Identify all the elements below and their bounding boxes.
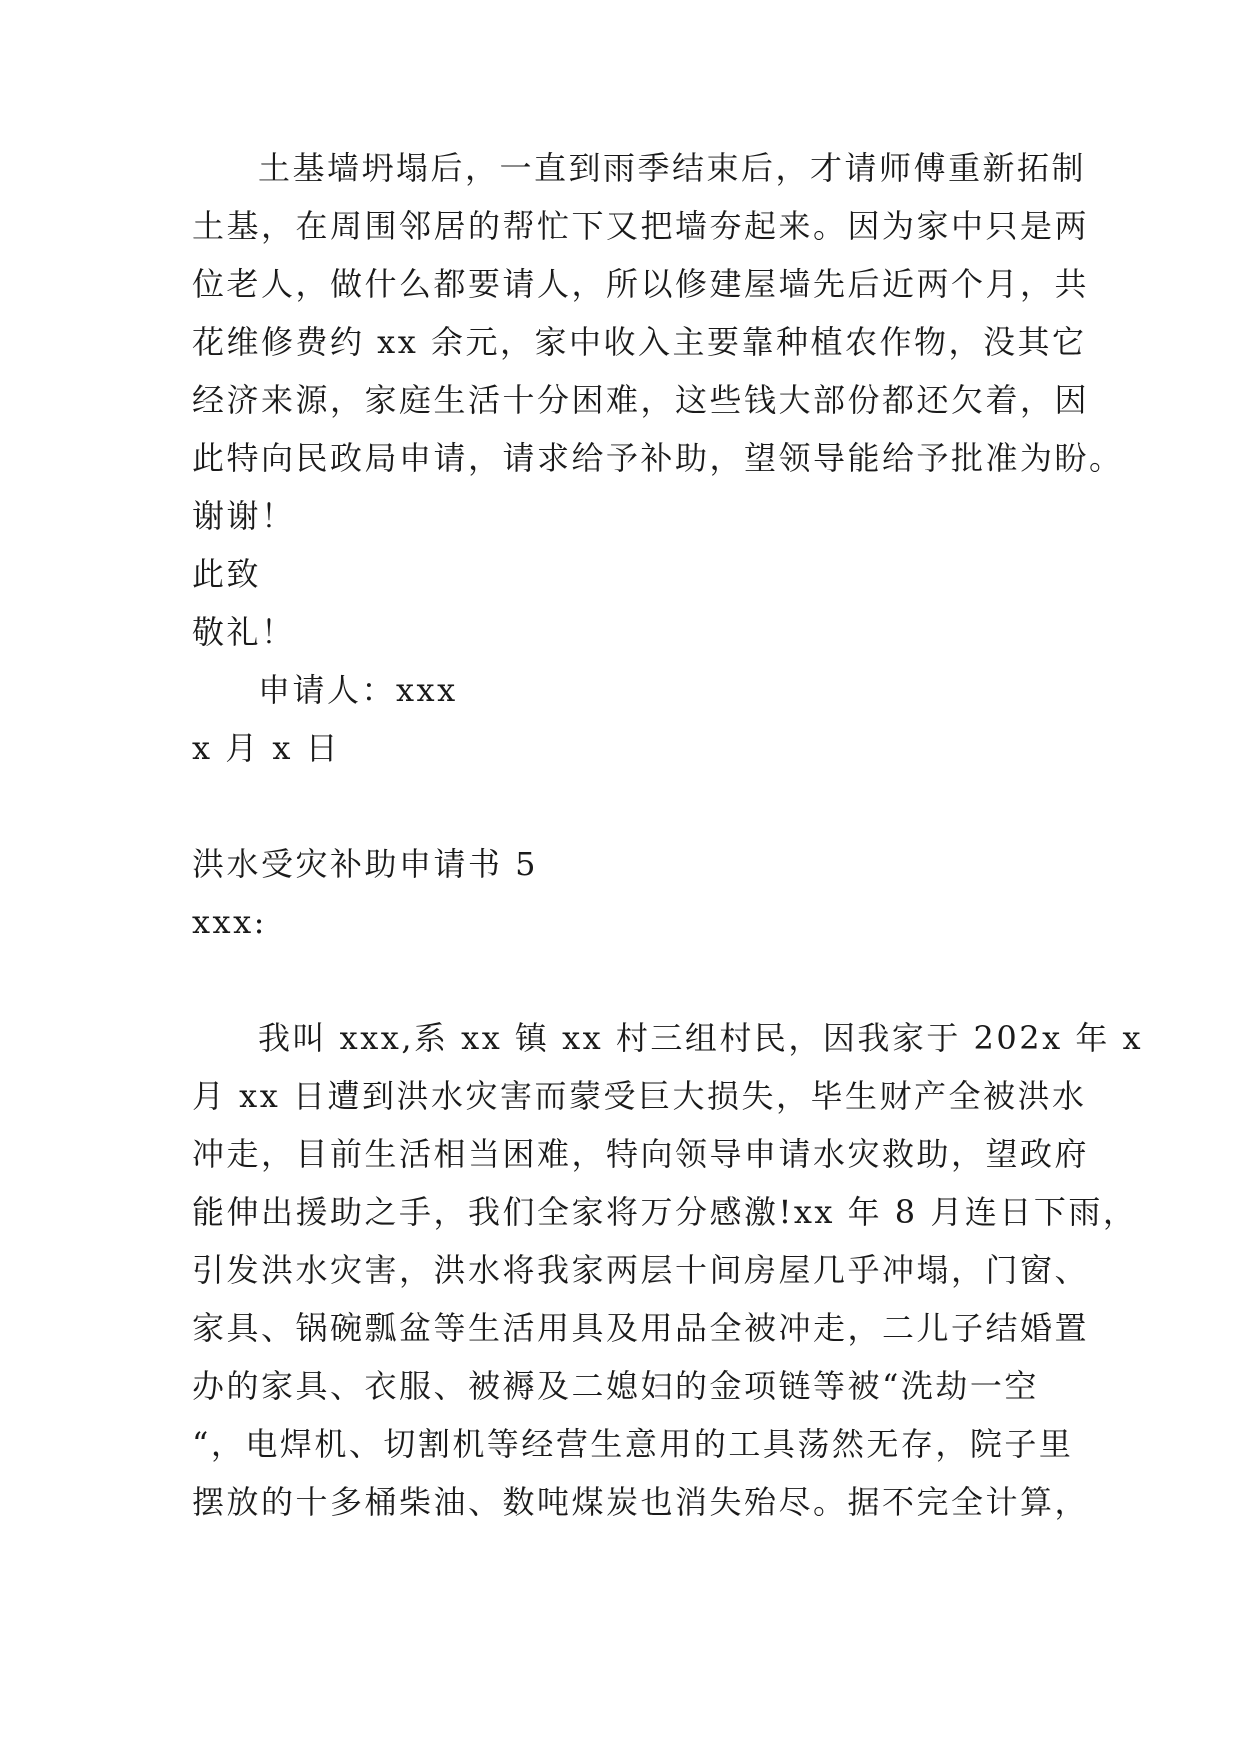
- applicant-signature: 申请人：xxx: [258, 671, 458, 709]
- paragraph-line: 花维修费约 xx 余元，家中收入主要靠种植农作物，没其它: [192, 323, 1087, 361]
- paragraph-line: “，电焊机、切割机等经营生意用的工具荡然无存，院子里: [192, 1425, 1074, 1463]
- closing-jingli: 敬礼！: [192, 613, 296, 651]
- closing-cizhi: 此致: [192, 555, 262, 593]
- paragraph-line: 此特向民政局申请，请求给予补助，望领导能给予批准为盼。: [192, 439, 1124, 477]
- paragraph-line: 引发洪水灾害，洪水将我家两层十间房屋几乎冲塌，门窗、: [192, 1251, 1090, 1289]
- paragraph-line: 月 xx 日遭到洪水灾害而蒙受巨大损失，毕生财产全被洪水: [192, 1077, 1087, 1115]
- paragraph-line: 我叫 xxx,系 xx 镇 xx 村三组村民，因我家于 202x 年 x: [258, 1019, 1144, 1057]
- paragraph-line: 冲走，目前生活相当困难，特向领导申请水灾救助，望政府: [192, 1135, 1090, 1173]
- paragraph-line: 位老人，做什么都要请人，所以修建屋墙先后近两个月，共: [192, 265, 1090, 303]
- section-title: 洪水受灾补助申请书 5: [192, 845, 539, 883]
- paragraph-line: 家具、锅碗瓢盆等生活用具及用品全被冲走，二儿子结婚置: [192, 1309, 1090, 1347]
- salutation: xxx:: [192, 903, 267, 941]
- paragraph-line: 土基，在周围邻居的帮忙下又把墙夯起来。因为家中只是两: [192, 207, 1090, 245]
- paragraph-line: 土基墙坍塌后，一直到雨季结束后，才请师傅重新拓制: [258, 149, 1087, 187]
- letter-date: x 月 x 日: [192, 729, 341, 767]
- paragraph-line: 能伸出援助之手，我们全家将万分感激!xx 年 8 月连日下雨，: [192, 1193, 1138, 1231]
- paragraph-line: 经济来源，家庭生活十分困难，这些钱大部份都还欠着，因: [192, 381, 1090, 419]
- paragraph-line: 摆放的十多桶柴油、数吨煤炭也消失殆尽。据不完全计算，: [192, 1483, 1090, 1521]
- thanks-text: 谢谢！: [192, 497, 296, 535]
- paragraph-line: 办的家具、衣服、被褥及二媳妇的金项链等被“洗劫一空: [192, 1367, 1039, 1405]
